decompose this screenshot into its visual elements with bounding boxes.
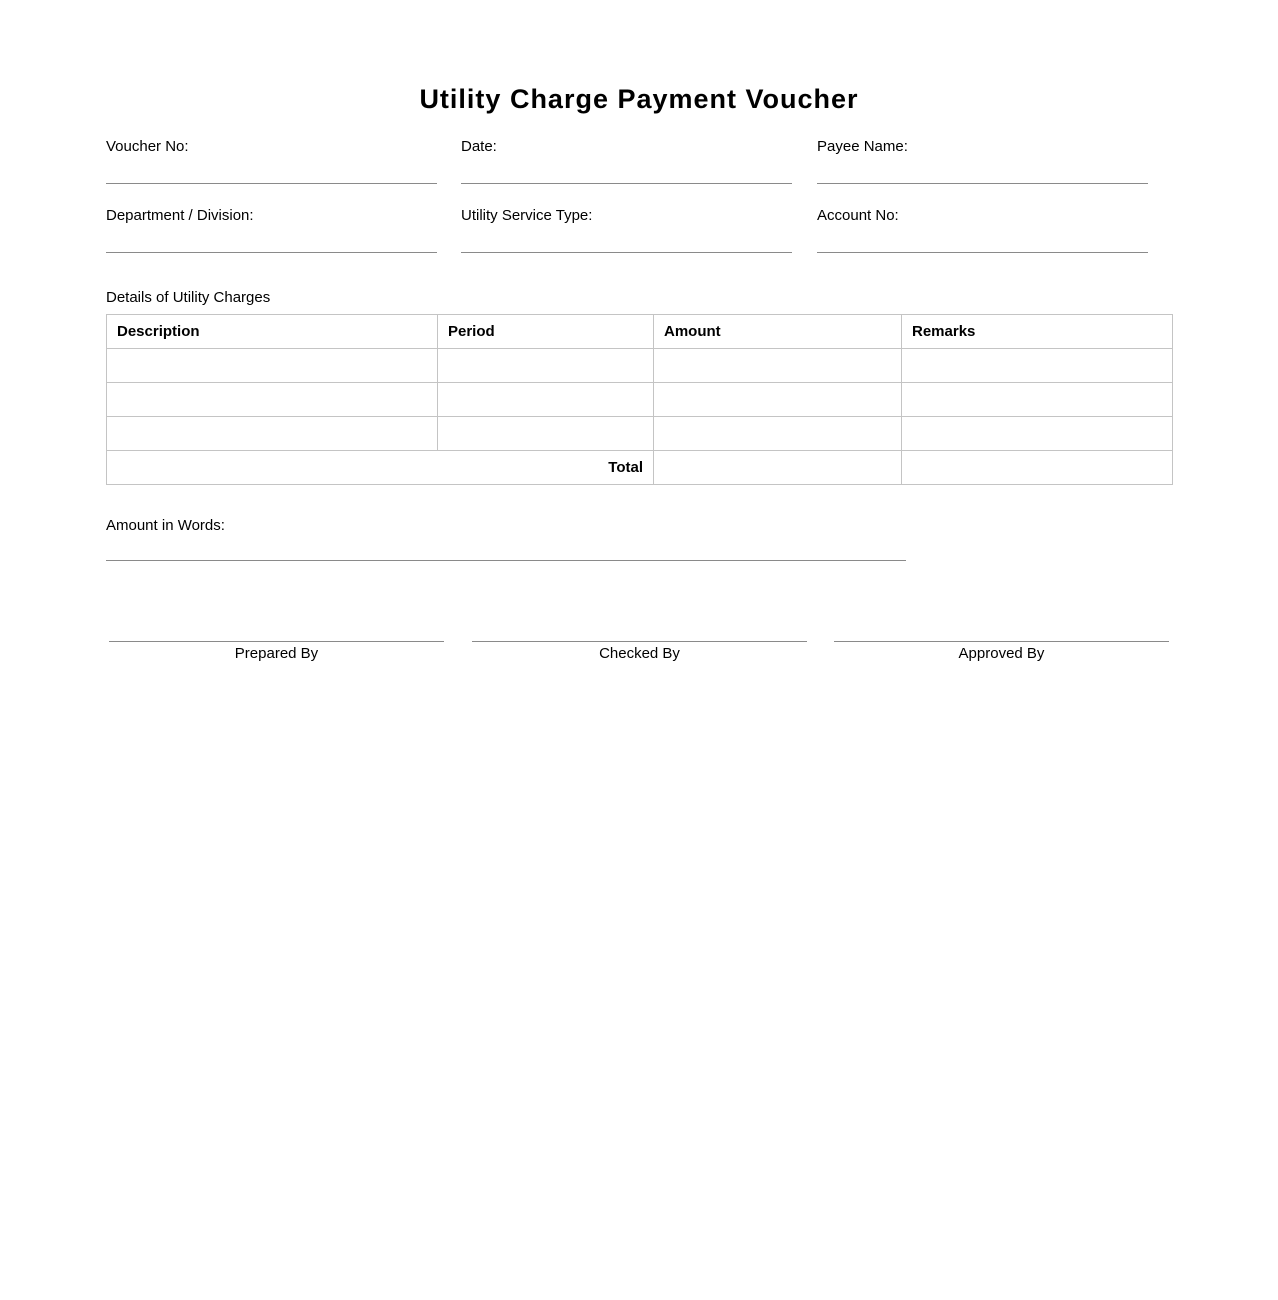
amount-cell[interactable]	[654, 417, 902, 451]
department-line[interactable]	[106, 252, 437, 253]
total-label: Total	[107, 451, 654, 485]
amount-in-words-label: Amount in Words:	[106, 517, 225, 534]
column-header-period: Period	[438, 315, 654, 349]
amount-cell[interactable]	[654, 383, 902, 417]
account-no-line[interactable]	[817, 252, 1148, 253]
total-remarks-cell[interactable]	[902, 451, 1173, 485]
page-title: Utility Charge Payment Voucher	[419, 84, 859, 114]
column-header-remarks: Remarks	[902, 315, 1173, 349]
table-row	[107, 417, 1173, 451]
signature-label-prepared-by: Prepared By	[234, 645, 319, 662]
amount-in-words-line[interactable]	[106, 560, 906, 561]
utility-service-type-line[interactable]	[461, 252, 792, 253]
account-no-label: Account No:	[817, 207, 899, 224]
signature-line-approved-by[interactable]	[834, 641, 1169, 642]
date-field[interactable]	[461, 138, 792, 184]
header-fields-row-2	[106, 207, 1172, 257]
charges-table	[106, 314, 1173, 485]
remarks-cell[interactable]	[902, 383, 1173, 417]
payee-name-line[interactable]	[817, 183, 1148, 184]
payee-name-field[interactable]	[817, 138, 1148, 184]
signature-line-prepared-by[interactable]	[109, 641, 444, 642]
table-row	[107, 383, 1173, 417]
utility-service-type-field[interactable]	[461, 207, 792, 253]
total-row	[107, 451, 1173, 485]
signature-checked-by	[472, 641, 807, 663]
column-header-description: Description	[107, 315, 438, 349]
department-label: Department / Division:	[106, 207, 254, 224]
header-fields-row-1	[106, 138, 1172, 188]
period-cell[interactable]	[438, 417, 654, 451]
total-amount-cell[interactable]	[654, 451, 902, 485]
period-cell[interactable]	[438, 383, 654, 417]
account-no-field[interactable]	[817, 207, 1148, 253]
description-cell[interactable]	[107, 417, 438, 451]
description-cell[interactable]	[107, 349, 438, 383]
charges-header-row	[107, 315, 1173, 349]
period-cell[interactable]	[438, 349, 654, 383]
description-cell[interactable]	[107, 383, 438, 417]
signature-line-checked-by[interactable]	[472, 641, 807, 642]
signature-label-checked-by: Checked By	[599, 645, 680, 662]
remarks-cell[interactable]	[902, 349, 1173, 383]
date-line[interactable]	[461, 183, 792, 184]
table-row	[107, 349, 1173, 383]
utility-service-type-label: Utility Service Type:	[461, 207, 593, 224]
signature-approved-by	[834, 641, 1169, 663]
signature-prepared-by	[109, 641, 444, 663]
signature-label-approved-by: Approved By	[958, 645, 1045, 662]
voucher-no-label: Voucher No:	[106, 138, 189, 155]
date-label: Date:	[461, 138, 497, 155]
remarks-cell[interactable]	[902, 417, 1173, 451]
column-header-amount: Amount	[654, 315, 902, 349]
voucher-no-line[interactable]	[106, 183, 437, 184]
payee-name-label: Payee Name:	[817, 138, 908, 155]
department-field[interactable]	[106, 207, 437, 253]
voucher-no-field[interactable]	[106, 138, 437, 184]
amount-cell[interactable]	[654, 349, 902, 383]
charges-section-title: Details of Utility Charges	[106, 289, 271, 306]
